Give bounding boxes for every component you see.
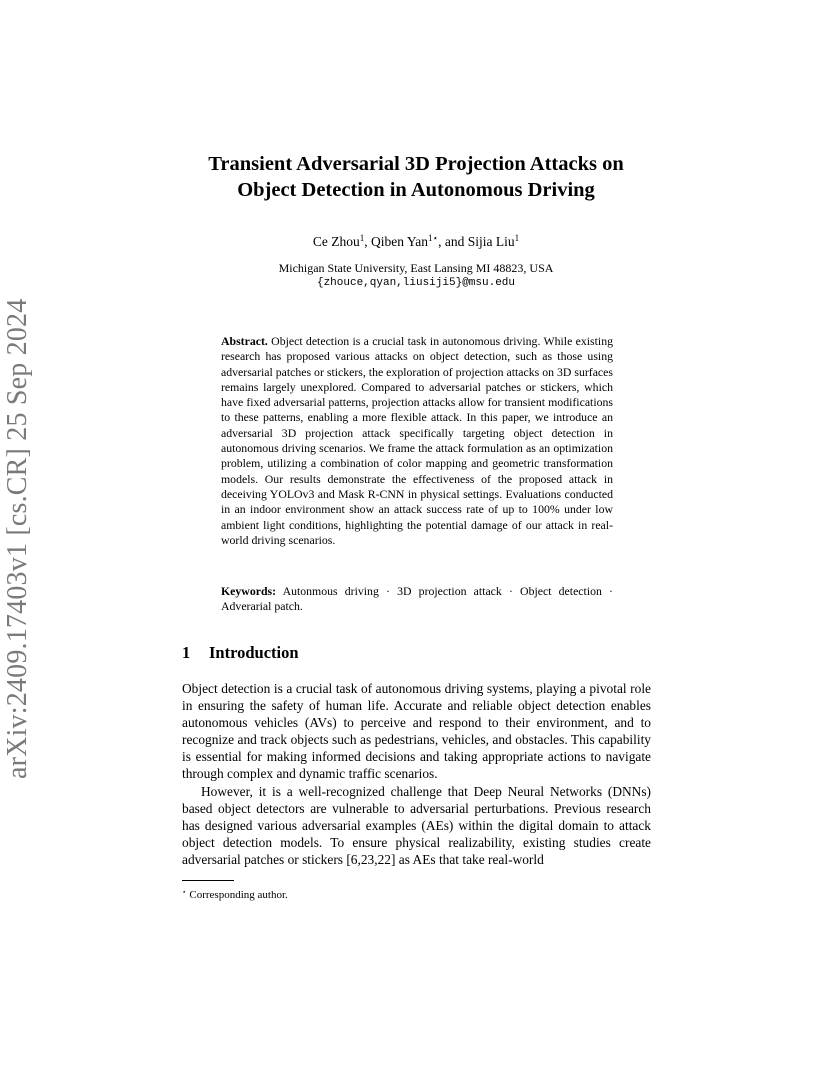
author-mark: 1⋆ (428, 233, 439, 243)
abstract (221, 334, 613, 548)
author-name: Qiben Yan (370, 234, 428, 249)
footnote-mark: ⋆ (182, 888, 187, 896)
paper-title (150, 151, 682, 203)
title-line-1: Transient Adversarial 3D Projection Attacks on (208, 153, 624, 175)
section-heading (182, 643, 299, 663)
author-email: {zhouce,qyan,liusiji5}@msu.edu (316, 277, 516, 289)
intro-body (182, 680, 651, 868)
affiliation: Michigan State University, East Lansing MI 48823, USA (278, 261, 554, 275)
abstract-text: Object detection is a crucial task in autonomous driving. While existing research has proposed various attacks on object detection, such as those using adversarial patches or stickers, the exploration of projection attacks on 3D surfaces remains largely unexplored. Compared to adversarial patches or stickers, which have fixed adversarial patterns, projection attacks allow for transient modifications to these patterns, enabling a more flexible attack. In this paper, we introduce an adversarial 3D projection attack specifically targeting object detection in autonomous driving scenarios. We frame the attack formulation as an optimization problem, utilizing a combination of color mapping and geometric transformation models. Our results demonstrate the effectiveness of the proposed attack in deceiving YOLOv3 and Mask R-CNN in physical settings. Evaluations conducted in an indoor environment show an attack success rate of up to 100% under low ambient light conditions, highlighting the potential damage of our attack in real-world driving scenarios. (221, 334, 613, 547)
paragraph: However, it is a well-recognized challenge that Deep Neural Networks (DNNs) based object detectors are vulnerable to adversarial perturbations. Previous research has designed various adversarial examples (AEs) within the digital domain to attack object detection models. To ensure physical realizability, existing studies create adversarial patches or stickers [6,23,22] as AEs that take real-world (182, 783, 651, 867)
keywords-label: Keywords: (221, 584, 277, 598)
abstract-label: Abstract. (221, 334, 268, 348)
footnote (182, 885, 288, 902)
paragraph: Object detection is a crucial task of autonomous driving systems, playing a pivotal role in ensuring the safety of human life. Accurate and reliable object detection enables autonomous vehicles (AVs) to perceive and respond to their environment, and to recognize and track objects such as pedestrians, vehicles, and obstacles. This capability is essential for making informed decisions and taking appropriate actions to navigate through complex and dynamic traffic scenarios. (182, 681, 651, 782)
affiliation-block (150, 261, 682, 291)
title-line-2: Object Detection in Autonomous Driving (237, 179, 595, 201)
author-name: Sijia Liu (467, 234, 515, 249)
keywords (221, 584, 613, 615)
footnote-rule (182, 880, 234, 881)
author-separator: , (364, 234, 371, 249)
keywords-text: Autonmous driving · 3D projection attack · Object detection · Adverarial patch. (221, 584, 613, 614)
author-mark: 1 (514, 233, 520, 243)
section-title: Introduction (209, 643, 299, 662)
section-number: 1 (182, 643, 191, 662)
author-separator: , and (438, 234, 468, 249)
author-name: Ce Zhou (312, 234, 360, 249)
author-list (150, 230, 682, 250)
arxiv-identifier: arXiv:2409.17403v1 [cs.CR] 25 Sep 2024 (2, 298, 33, 779)
author-mark: 1 (359, 233, 365, 243)
footnote-text: Corresponding author. (189, 889, 288, 901)
